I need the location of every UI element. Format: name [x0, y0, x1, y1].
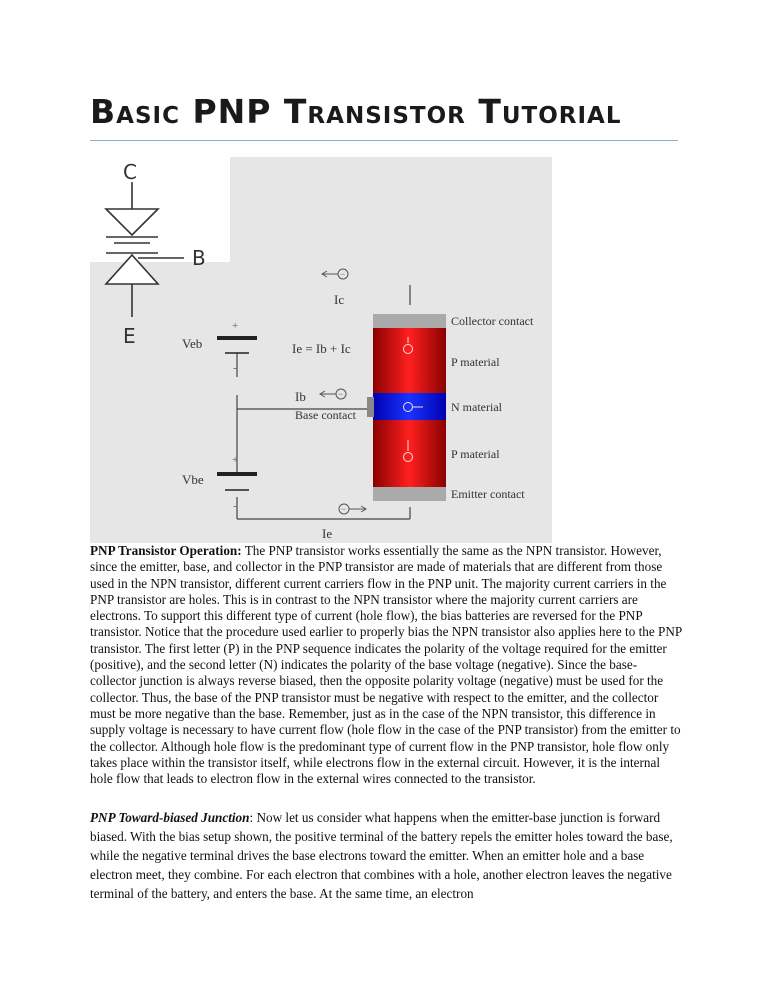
paragraph-lead: PNP Transistor Operation: [90, 543, 242, 558]
ie-label: Ie [322, 526, 333, 541]
vbe-label: Vbe [182, 472, 204, 487]
battery-veb [217, 338, 257, 353]
veb-plus: + [232, 320, 239, 332]
page-title: Basic PNP Transistor Tutorial [90, 92, 622, 131]
paragraph-lead: PNP Toward-biased Junction [90, 810, 250, 825]
ib-label: Ib [295, 389, 306, 404]
symbol-label-base: B [192, 246, 206, 270]
ic-label: Ic [334, 292, 345, 307]
veb-label: Veb [182, 336, 203, 351]
vbe-plus: + [232, 454, 239, 466]
paragraph-forward-biased [90, 808, 682, 903]
p-material-top-label: P material [451, 355, 500, 369]
veb-minus: - [233, 362, 237, 374]
paragraph-body: The PNP transistor works essentially the same as the NPN transistor. However, since the emitter, base, and collector in the PNP transistor are made of materials that are different from those used in the NPN transistor, different current carriers flow in the PNP unit. The majority current carriers in the PNP transistor are holes. This is in contrast to the NPN transistor where the majority current carriers are electrons. To support this different type of current (hole flow), the bias batteries are reversed for the PNP transistor. Notice that the procedure used earlier to properly bias the NPN transistor also applies here to the PNP transistor. The first letter (P) in the PNP sequence indicates the polarity of the voltage required for the emitter (positive), and the second letter (N) indicates the polarity of the base voltage (negative). Since the base-collector junction is always reverse biased, then the opposite polarity voltage (negative) must be used for the collector. Thus, the base of the PNP transistor must be negative with respect to the emitter, and the collector must be more negative than the base. Remember, just as in the case of the NPN transistor, this difference in supply voltage is necessary to have current flow (hole flow in the case of the PNP transistor) from the emitter to the collector. Although hole flow is the predominant type of current flow in the PNP transistor, hole flow only takes place within the transistor itself, while electrons flow in the external circuit. However, it is the internal hole flow that leads to electron flow in the external wires connected to the transistor. [90, 543, 682, 787]
symbol-label-collector: C [123, 160, 137, 184]
ic-electron: − [340, 269, 346, 279]
ib-electron: − [338, 389, 344, 399]
transistor-block [367, 314, 446, 501]
paragraph-pnp-operation [90, 543, 682, 787]
battery-vbe [217, 474, 257, 490]
pnp-transistor-figure [90, 157, 552, 543]
symbol-label-emitter: E [123, 324, 136, 348]
collector-contact-label: Collector contact [451, 314, 534, 328]
base-contact-label: Base contact [295, 408, 356, 422]
emitter-contact-label: Emitter contact [451, 487, 525, 501]
paragraph-body: : Now let us consider what happens when the emitter-base junction is forward biased. With the bias setup shown, the positive terminal of the battery repels the emitter holes toward the base, while the negative terminal drives the base electrons toward the emitter. When an emitter hole and a base electron meet, they combine. For each electron that combines with a hole, another electron leaves the negative terminal of the battery, and enters the base. At the same time, an electron [90, 810, 673, 901]
current-equation: Ie = Ib + Ic [292, 341, 351, 356]
n-material-label: N material [451, 400, 502, 414]
vbe-minus: - [233, 500, 237, 512]
p-material-bottom-label: P material [451, 447, 500, 461]
title-divider [90, 140, 678, 141]
ie-electron: − [341, 504, 347, 514]
